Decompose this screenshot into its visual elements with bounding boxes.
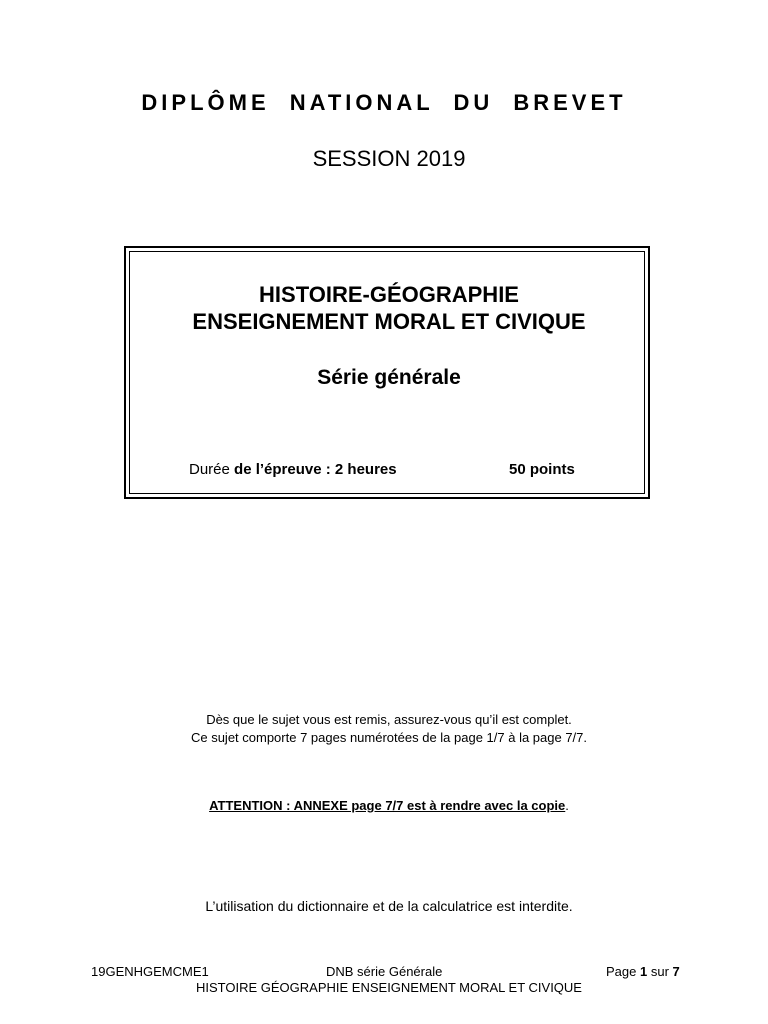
notice-line-2: Ce sujet comporte 7 pages numérotées de la page 1/7 à la page 7/7.: [190, 730, 588, 745]
duration-label: Durée: [189, 461, 230, 478]
duration-value: 2 heures: [334, 461, 397, 478]
exam-points: 50 points: [509, 461, 575, 478]
duration-middle: de l’épreuve :: [234, 461, 331, 478]
exam-duration: [189, 460, 397, 480]
footer-serie: DNB série Générale: [326, 964, 443, 979]
subject-line-1: HISTOIRE-GÉOGRAPHIE: [259, 282, 519, 307]
dictionary-notice: [0, 897, 768, 915]
footer-page-number: [606, 963, 680, 980]
dictionary-forbidden: interdite.: [518, 898, 573, 914]
page-separator: sur: [650, 964, 669, 979]
exam-serie: Série générale: [317, 366, 461, 389]
page-label: Page: [606, 964, 637, 979]
page-total: 7: [672, 964, 680, 979]
session-year: SESSION 2019: [312, 146, 466, 171]
subject-line-2: ENSEIGNEMENT MORAL ET CIVIQUE: [192, 309, 586, 334]
page-current: 1: [640, 964, 648, 979]
footer-subject: HISTOIRE GÉOGRAPHIE ENSEIGNEMENT MORAL ET CIVIQUE: [196, 980, 582, 995]
attention-period: .: [565, 798, 569, 813]
attention-text: ATTENTION : ANNEXE page 7/7 est à rendre avec la copie: [209, 798, 566, 813]
attention-notice: [0, 797, 768, 815]
exam-title: DIPLÔME NATIONAL DU BREVET: [141, 90, 627, 115]
footer-exam-code: 19GENHGEMCME1: [91, 964, 209, 979]
notice-line-1: Dès que le sujet vous est remis, assurez-vous qu’il est complet.: [206, 712, 572, 727]
dictionary-text: L’utilisation du dictionnaire et de la calculatrice est: [205, 898, 516, 914]
